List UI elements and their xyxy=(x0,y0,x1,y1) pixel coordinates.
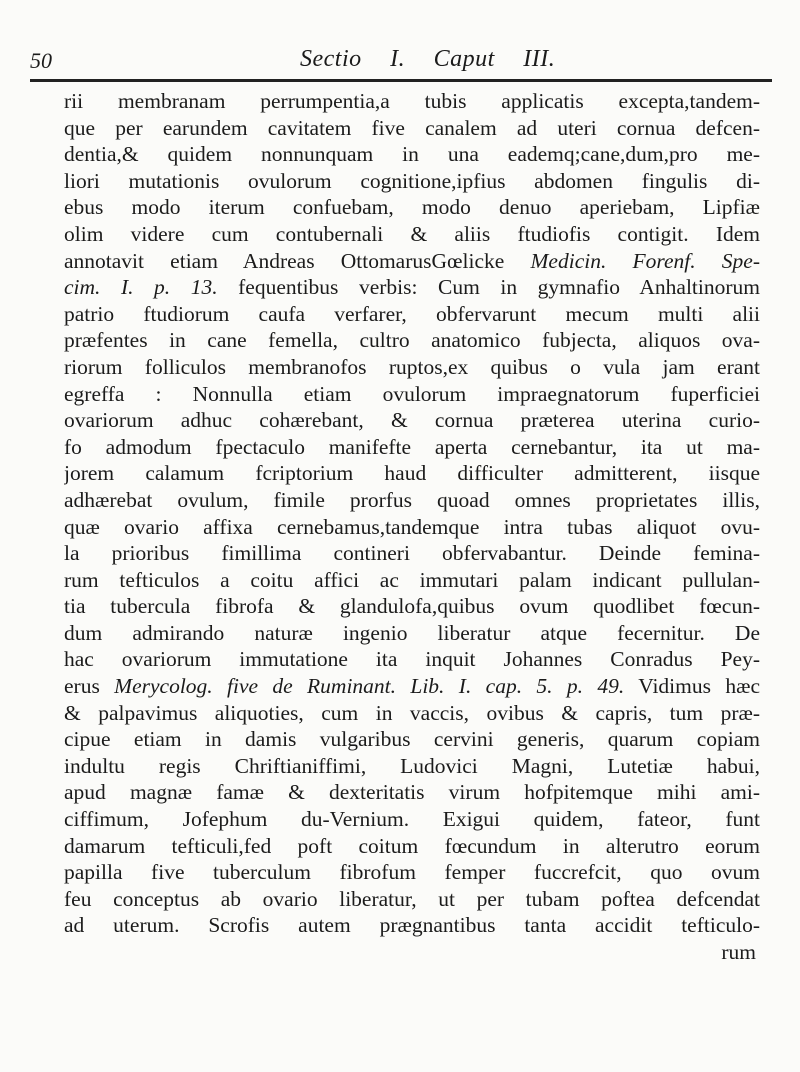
text-line: liori mutationis ovulorum cognitione,ipfius abdomen fingulis di- xyxy=(64,168,760,193)
text-line: dum admirando naturæ ingenio liberatur atque fecernitur. De xyxy=(64,620,760,645)
italic-citation: Medicin. Forenf. Spe- xyxy=(530,248,760,273)
text-line: ovariorum adhuc cohærebant, & cornua præterea uterina curio- xyxy=(64,408,760,433)
text-line: quæ ovario affixa cernebamus,tandemque intra tubas aliquot ovu- xyxy=(64,514,760,539)
text-segment: Vidimus hæc xyxy=(624,674,760,699)
text-line: ebus modo iterum confuebam, modo denuo aperiebam, Lipfiæ xyxy=(64,195,760,220)
text-line: papilla five tuberculum fibrofum femper fuccrefcit, quo ovum xyxy=(64,860,760,885)
text-line: feu conceptus ab ovario liberatur, ut per tubam poftea defcendat xyxy=(64,886,760,911)
text-line: apud magnæ famæ & dexteritatis virum hofpitemque mihi ami- xyxy=(64,780,760,805)
text-line: rum tefticulos a coitu affici ac immutari palam indicant pullulan- xyxy=(64,567,760,592)
text-line: adhærebat ovulum, fimile prorfus quoad omnes proprietates illis, xyxy=(64,487,760,512)
text-line: olim videre cum contubernali & aliis ftudiofis contigit. Idem xyxy=(64,221,760,246)
text-line: præfentes in cane femella, cultro anatomico fubjecta, aliquos ova- xyxy=(64,328,760,353)
text-line: ciffimum, Jofephum du-Vernium. Exigui quidem, fateor, funt xyxy=(64,807,760,832)
text-line: la prioribus fimillima contineri obfervabantur. Deinde femina- xyxy=(64,541,760,566)
text-line: ad uterum. Scrofis autem prægnantibus tanta accidit tefticulo- xyxy=(64,913,760,938)
text-line: patrio ftudiorum caufa verfarer, obfervarunt mecum multi alii xyxy=(64,301,760,326)
text-line: damarum tefticuli,fed poft coitum fœcundum in alterutro eorum xyxy=(64,833,760,858)
text-line: jorem calamum fcriptorium haud difficulter admitterent, iisque xyxy=(64,461,760,486)
text-line: dentia,& quidem nonnunquam in una eademq;cane,dum,pro me- xyxy=(64,142,760,167)
text-line: tia tubercula fibrofa & glandulofa,quibus ovum quodlibet fœcun- xyxy=(64,594,760,619)
text-line: hac ovariorum immutatione ita inquit Johannes Conradus Pey- xyxy=(64,647,760,672)
text-segment: erus xyxy=(64,674,115,699)
text-line: egreffa : Nonnulla etiam ovulorum impraegnatorum fuperficiei xyxy=(64,381,760,406)
running-head: Sectio I. Caput III. xyxy=(300,46,556,72)
text-segment: annotavit etiam Andreas OttomarusGœlicke xyxy=(64,248,531,273)
italic-citation: Merycolog. five de Ruminant. Lib. I. cap. 5. p. 49. xyxy=(114,674,625,699)
page-number: 50 xyxy=(30,48,52,73)
text-line xyxy=(64,673,760,700)
italic-citation: cim. I. p. 13. xyxy=(64,275,218,300)
page-header xyxy=(30,44,764,78)
text-segment: fequentibus verbis: Cum in gymnafio Anhaltinorum xyxy=(217,275,760,300)
text-line: rum xyxy=(721,940,756,964)
text-line: & palpavimus aliquoties, cum in vaccis, ovibus & capris, tum præ- xyxy=(64,700,760,725)
text-line: riorum folliculos membranofos ruptos,ex quibus o vula jam erant xyxy=(64,354,760,379)
text-line: cipue etiam in damis vulgaribus cervini generis, quarum copiam xyxy=(64,727,760,752)
text-line xyxy=(64,248,760,275)
header-rule xyxy=(30,79,772,82)
text-line: que per earundem cavitatem five canalem ad uteri cornua defcen- xyxy=(64,115,760,140)
text-line xyxy=(64,274,760,301)
text-line: fo admodum fpectaculo manifefte aperta cernebantur, ita ut ma- xyxy=(64,434,760,459)
text-line: rii membranam perrumpentia,a tubis applicatis excepta,tandem- xyxy=(64,89,760,113)
text-line: indultu regis Chriftianiffimi, Ludovici Magni, Lutetiæ habui, xyxy=(64,753,760,778)
body-text xyxy=(64,88,760,966)
